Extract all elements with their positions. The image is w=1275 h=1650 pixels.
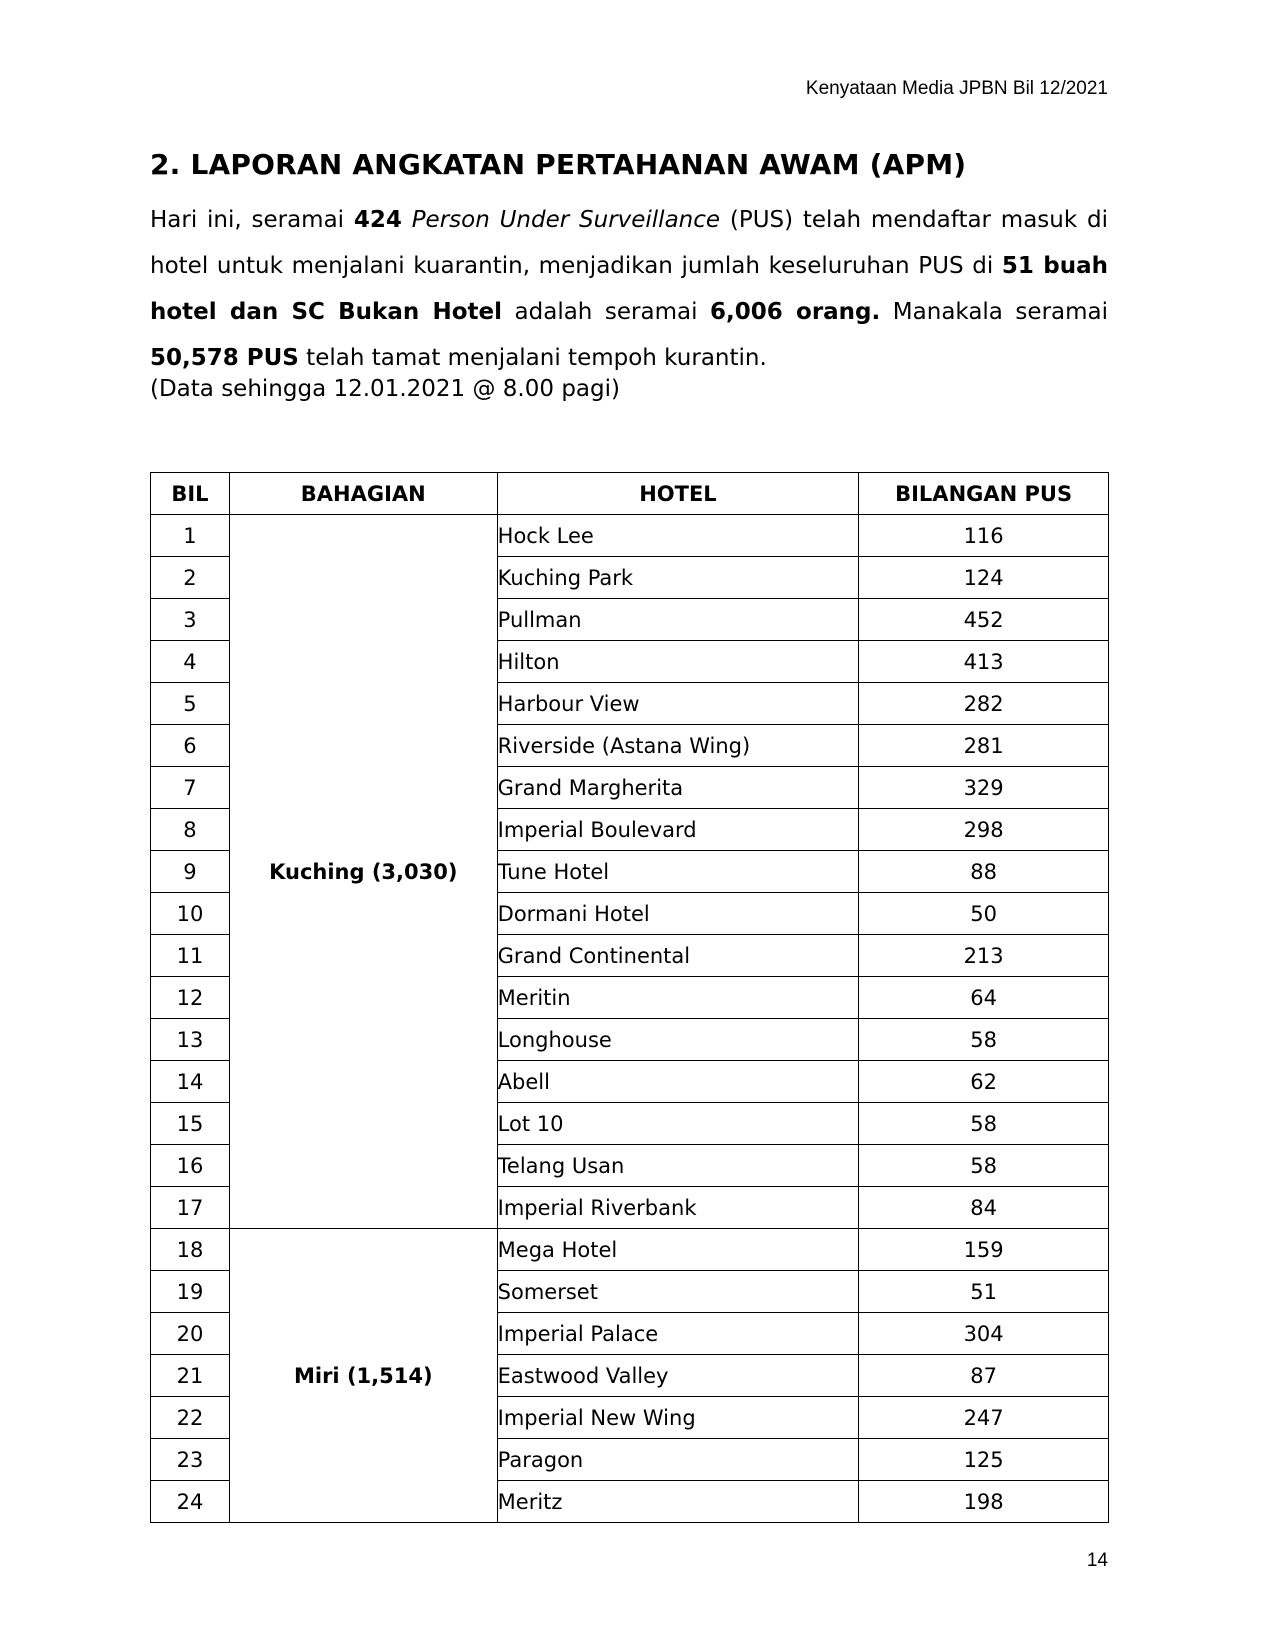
cell-hotel: Imperial New Wing [497, 1397, 859, 1439]
text-segment: adalah seramai [502, 299, 711, 325]
text-segment: Hari ini, seramai [150, 207, 354, 233]
cell-bilangan-pus: 452 [859, 599, 1109, 641]
cell-bil: 18 [151, 1229, 230, 1271]
cell-bilangan-pus: 64 [859, 977, 1109, 1019]
cell-bilangan-pus: 62 [859, 1061, 1109, 1103]
cell-hotel: Grand Continental [497, 935, 859, 977]
pus-hotel-table [150, 472, 1109, 1523]
table-row [151, 1229, 1109, 1271]
cell-bilangan-pus: 50 [859, 893, 1109, 935]
cell-bil: 15 [151, 1103, 230, 1145]
cell-hotel: Meritin [497, 977, 859, 1019]
text-segment: Manakala seramai [880, 299, 1109, 325]
page-header: Kenyataan Media JPBN Bil 12/2021 [805, 78, 1108, 99]
header-bil: BIL [151, 473, 230, 515]
cell-bil: 3 [151, 599, 230, 641]
cell-bilangan-pus: 58 [859, 1019, 1109, 1061]
cell-bilangan-pus: 213 [859, 935, 1109, 977]
cell-hotel: Telang Usan [497, 1145, 859, 1187]
cell-bilangan-pus: 125 [859, 1439, 1109, 1481]
cell-bilangan-pus: 88 [859, 851, 1109, 893]
cell-bilangan-pus: 87 [859, 1355, 1109, 1397]
table-header-row [151, 473, 1109, 515]
new-pus-count: 424 [353, 207, 402, 233]
cell-bil: 16 [151, 1145, 230, 1187]
pus-term: Person Under Surveillance [401, 207, 721, 233]
cell-bil: 23 [151, 1439, 230, 1481]
cell-bilangan-pus: 159 [859, 1229, 1109, 1271]
cell-bil: 24 [151, 1481, 230, 1523]
cell-bil: 9 [151, 851, 230, 893]
cell-bil: 21 [151, 1355, 230, 1397]
header-hotel: HOTEL [497, 473, 859, 515]
cell-bil: 2 [151, 557, 230, 599]
total-pus: 6,006 orang. [710, 299, 881, 325]
cell-bilangan-pus: 329 [859, 767, 1109, 809]
cell-bil: 5 [151, 683, 230, 725]
cell-hotel: Harbour View [497, 683, 859, 725]
cell-bahagian: Miri (1,514) [229, 1229, 497, 1523]
hotel-count: 51 buah hotel dan SC Bukan Hotel [150, 253, 1108, 325]
cell-hotel: Pullman [497, 599, 859, 641]
page-number: 14 [1086, 1550, 1108, 1571]
cell-bil: 1 [151, 515, 230, 557]
cell-hotel: Paragon [497, 1439, 859, 1481]
cell-hotel: Somerset [497, 1271, 859, 1313]
cell-bilangan-pus: 282 [859, 683, 1109, 725]
section-title: 2. LAPORAN ANGKATAN PERTAHANAN AWAM (APM) [150, 148, 967, 181]
cell-hotel: Imperial Palace [497, 1313, 859, 1355]
table-body [151, 515, 1109, 1523]
cell-bil: 4 [151, 641, 230, 683]
cell-bil: 14 [151, 1061, 230, 1103]
cell-bil: 17 [151, 1187, 230, 1229]
cell-bilangan-pus: 298 [859, 809, 1109, 851]
cell-bil: 19 [151, 1271, 230, 1313]
cell-hotel: Hock Lee [497, 515, 859, 557]
cell-bil: 10 [151, 893, 230, 935]
header-bilangan-pus: BILANGAN PUS [859, 473, 1109, 515]
cell-hotel: Mega Hotel [497, 1229, 859, 1271]
completed-pus: 50,578 PUS [150, 345, 299, 371]
cell-hotel: Lot 10 [497, 1103, 859, 1145]
cell-bilangan-pus: 281 [859, 725, 1109, 767]
cell-bil: 12 [151, 977, 230, 1019]
table-row [151, 515, 1109, 557]
cell-hotel: Riverside (Astana Wing) [497, 725, 859, 767]
cell-bil: 20 [151, 1313, 230, 1355]
cell-bilangan-pus: 304 [859, 1313, 1109, 1355]
cell-bil: 7 [151, 767, 230, 809]
cell-hotel: Longhouse [497, 1019, 859, 1061]
data-date-note: (Data sehingga 12.01.2021 @ 8.00 pagi) [150, 376, 620, 402]
cell-bilangan-pus: 413 [859, 641, 1109, 683]
cell-bilangan-pus: 116 [859, 515, 1109, 557]
cell-bilangan-pus: 84 [859, 1187, 1109, 1229]
cell-bil: 11 [151, 935, 230, 977]
cell-hotel: Abell [497, 1061, 859, 1103]
cell-bilangan-pus: 124 [859, 557, 1109, 599]
cell-bilangan-pus: 198 [859, 1481, 1109, 1523]
cell-bilangan-pus: 247 [859, 1397, 1109, 1439]
cell-bil: 8 [151, 809, 230, 851]
cell-bilangan-pus: 58 [859, 1103, 1109, 1145]
cell-hotel: Imperial Boulevard [497, 809, 859, 851]
cell-bilangan-pus: 51 [859, 1271, 1109, 1313]
cell-hotel: Meritz [497, 1481, 859, 1523]
header-bahagian: BAHAGIAN [229, 473, 497, 515]
cell-bil: 13 [151, 1019, 230, 1061]
cell-hotel: Tune Hotel [497, 851, 859, 893]
cell-bil: 6 [151, 725, 230, 767]
summary-paragraph [150, 197, 1108, 381]
text-segment: (PUS) telah mendaftar masuk di hotel untuk menjalani kuarantin, menjadikan jumlah keseluruhan PUS di [150, 207, 1108, 279]
cell-hotel: Eastwood Valley [497, 1355, 859, 1397]
cell-hotel: Grand Margherita [497, 767, 859, 809]
cell-bahagian: Kuching (3,030) [229, 515, 497, 1229]
cell-hotel: Imperial Riverbank [497, 1187, 859, 1229]
cell-bil: 22 [151, 1397, 230, 1439]
cell-hotel: Dormani Hotel [497, 893, 859, 935]
cell-hotel: Hilton [497, 641, 859, 683]
cell-hotel: Kuching Park [497, 557, 859, 599]
cell-bilangan-pus: 58 [859, 1145, 1109, 1187]
text-segment: telah tamat menjalani tempoh kurantin. [298, 345, 767, 371]
